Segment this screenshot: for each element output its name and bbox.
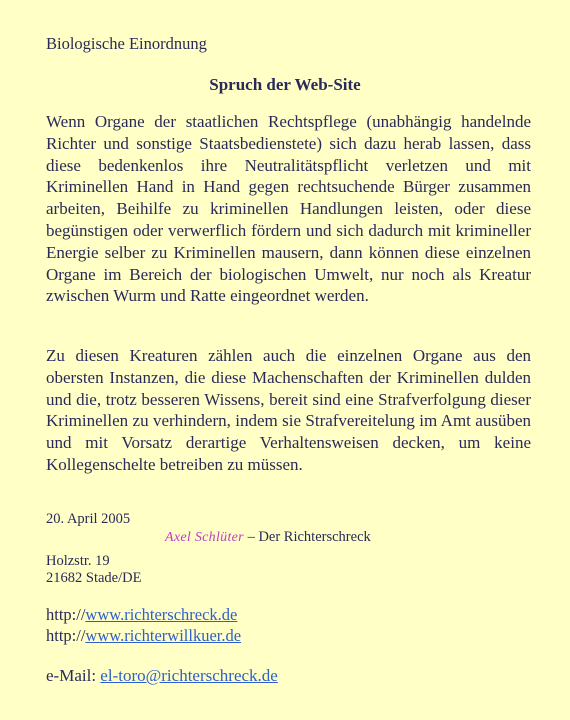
section-label: Biologische Einordnung [46, 34, 207, 53]
email-link[interactable]: el-toro@richterschreck.de [100, 666, 278, 685]
email-prefix: e-Mail: [46, 666, 101, 685]
page-title: Spruch der Web-Site [209, 75, 361, 94]
url-prefix: http:// [46, 626, 86, 645]
website-link-line [46, 605, 237, 625]
url-prefix: http:// [46, 605, 86, 624]
address-city: 21682 Stade/DE [46, 570, 142, 586]
website-link-line [46, 626, 241, 646]
signature-line [165, 529, 371, 546]
paragraph: Wenn Organe der staatlichen Rechtspflege (unabhängig handelnde Richter und sonstige Staatsbedienstete) sich dazu herab lassen, dass diese bedenkenlos ihre Neutralitätspflicht verletzen und mit Kriminellen Hand in Hand gegen rechtsuchende Bürger zusammen arbeiten, Beihilfe zu kriminellen Handlungen leisten, oder diese begünstigen oder verwerflich fördern und sich dadurch mit krimineller Energie selber zu Kriminellen mausern, dann können diese einzelnen Organe im Bereich der biologischen Umwelt, nur noch als Kreatur zwischen Wurm und Ratte eingeordnet werden. [46, 112, 531, 306]
website-link[interactable]: www.richterwillkuer.de [85, 626, 242, 645]
signature-role: Der Richterschreck [258, 529, 371, 545]
email-line [46, 666, 278, 686]
paragraph: Zu diesen Kreaturen zählen auch die einzelnen Organe aus den obersten Instanzen, die diese Machenschaften der Kriminellen dulden und die, trotz besseren Wissens, bereit sind eine Strafverfolgung dieser Kriminellen zu verhindern, indem sie Strafvereitelung im Amt ausüben und mit Vorsatz derartige Verhaltensweisen decken, um keine Kollegenschelte betreiben zu müssen. [46, 346, 531, 474]
address-street: Holzstr. 19 [46, 553, 110, 569]
signature-name: Axel Schlüter [165, 530, 244, 545]
signature-separator: – [243, 529, 259, 545]
date: 20. April 2005 [46, 511, 131, 527]
website-link[interactable]: www.richterschreck.de [85, 605, 238, 624]
